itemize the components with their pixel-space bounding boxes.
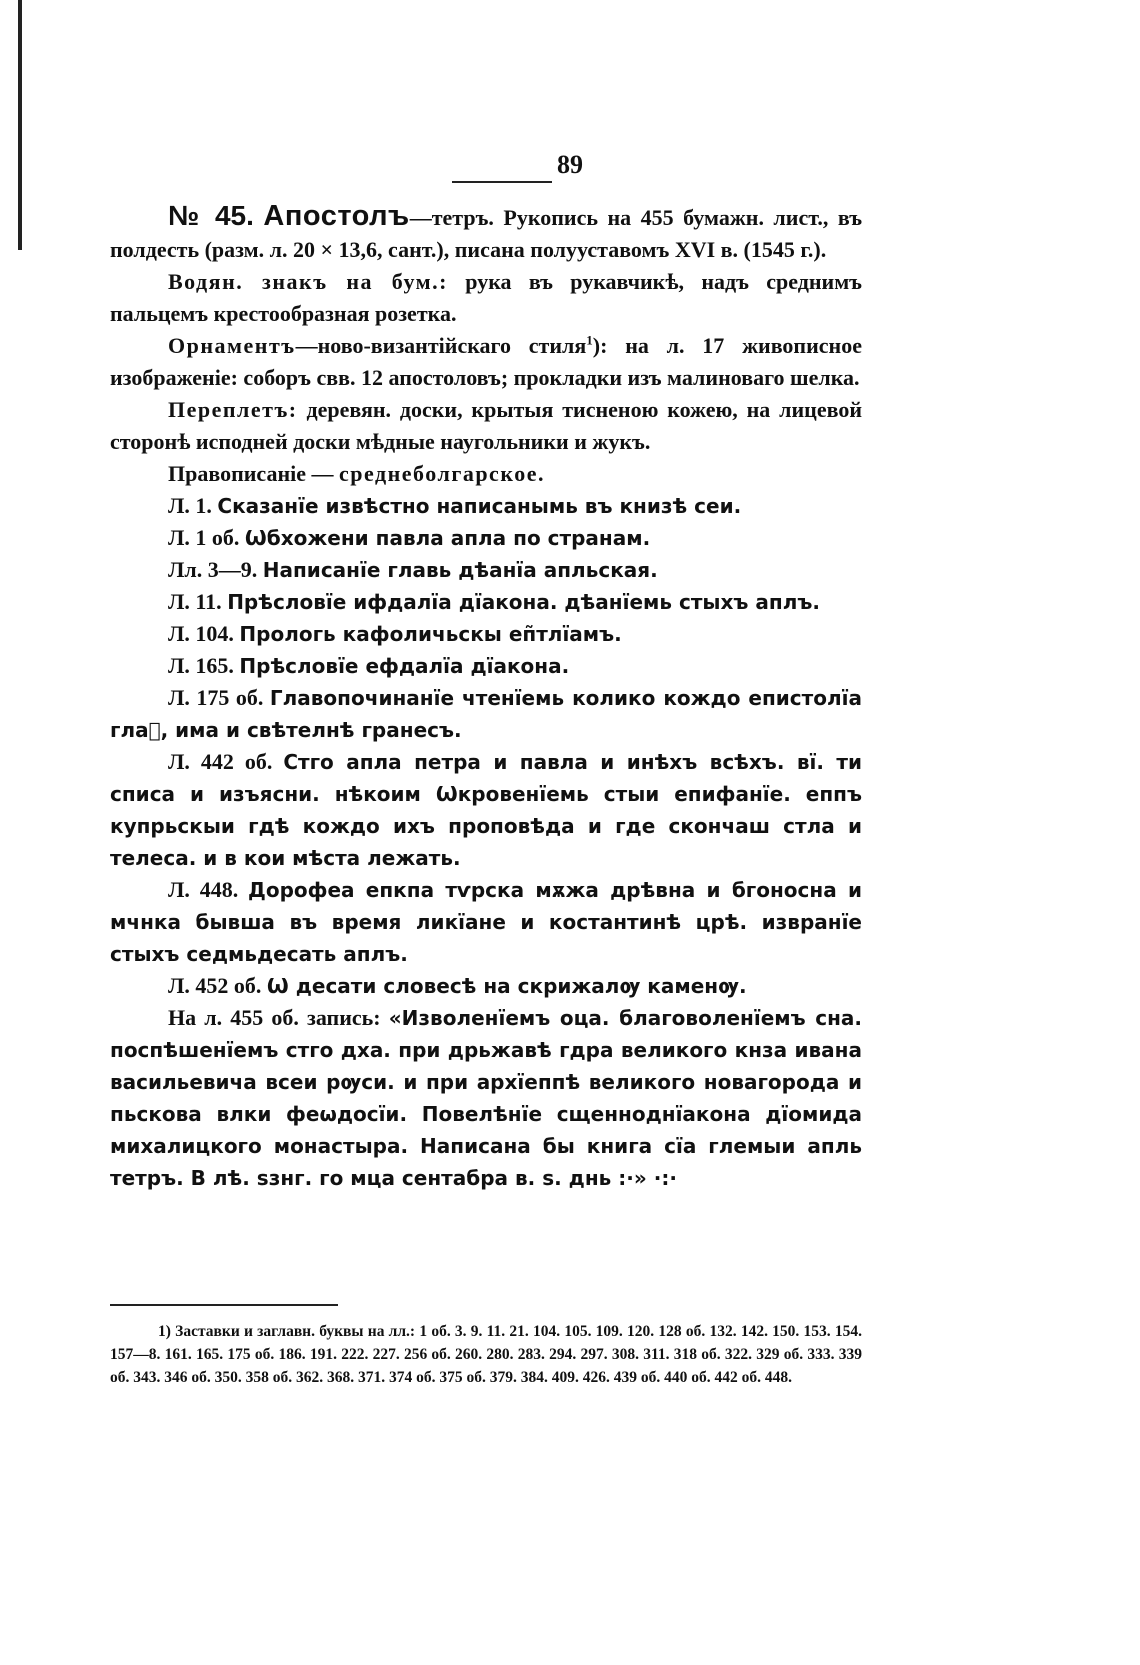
page-edge-line bbox=[18, 0, 22, 250]
main-text bbox=[110, 200, 862, 1194]
leaf-reference: Лл. 3—9. bbox=[168, 557, 258, 582]
footnote bbox=[110, 1320, 862, 1389]
contents-entry bbox=[110, 586, 862, 618]
watermark-text: рука въ рукавчикѣ, надъ среднимъ пальцемъ крестообразная розетка. bbox=[110, 269, 863, 326]
leaf-reference: Л. 175 об. bbox=[168, 685, 264, 710]
leaf-reference: Л. 1. bbox=[168, 493, 212, 518]
leaf-reference: Л. 452 об. bbox=[168, 973, 262, 998]
leaf-reference: Л. 442 об. bbox=[168, 749, 273, 774]
leaf-title: Прѣсловїе ифдалїа дїакона. дѣанїемь стыхъ аплъ. bbox=[227, 590, 820, 614]
contents-entry bbox=[110, 554, 862, 586]
watermark-label: Водян. знакъ на бум.: bbox=[168, 269, 448, 294]
footnote-reference: 1 bbox=[586, 332, 593, 348]
orthography-paragraph bbox=[110, 458, 862, 490]
leaf-title: Ѡ десати словесѣ на скрижалѹ каменѹ. bbox=[266, 974, 747, 998]
leaf-reference: Л. 448. bbox=[168, 877, 239, 902]
ornament-text-before: —ново-византiйскаго стиля bbox=[295, 333, 587, 358]
contents-entry bbox=[110, 874, 862, 970]
contents-entry bbox=[110, 522, 862, 554]
page-number-rule bbox=[452, 181, 552, 183]
leaf-reference: Л. 104. bbox=[168, 621, 234, 646]
ornament-text-after: ): на л. 17 живописное изображенiе: соборъ свв. 12 апостоловъ; прокладки изъ малиноваго шелка. bbox=[110, 333, 862, 390]
leaf-reference: Л. 1 об. bbox=[168, 525, 240, 550]
contents-entry bbox=[110, 490, 862, 522]
inscription-text: «Изволенїемъ оца. благоволенїемъ сна. поспѣшенїемъ стго дха. при дрьжавѣ гдра великого кнза ивана васильевича всеи рѹси. и при архїеппѣ великого новагорода и пьскова влки феѡдосїи. Повелѣнїе сщенноднїакона дїомида михалицкого монастыра. Написана бы книга сїа глемыи апль тетръ. В лѣ. ѕзнг. го мца сентабра в. ѕ. днь :·» ·:· bbox=[110, 1006, 863, 1190]
binding-paragraph bbox=[110, 394, 862, 458]
footnote-label: Заставки и заглавн. буквы на лл.: bbox=[175, 1323, 416, 1340]
watermark-paragraph bbox=[110, 266, 862, 330]
leaf-title: Ѡбхожени павла апла по странам. bbox=[244, 526, 651, 550]
leaf-reference: Л. 165. bbox=[168, 653, 234, 678]
leaf-title: Дорофеа епкпа тѵрска мѫжа дрѣвна и бгоносна и мчнка бывша въ время ликїане и костантинѣ црѣ. извранїе стыхъ седмьдесать аплъ. bbox=[110, 878, 862, 966]
leaf-title: Главопочинанїе чтенїемь колико кождо епистолїа глаⷯ, има и свѣтелнѣ гранесъ. bbox=[110, 686, 862, 742]
footnote-marker: 1) bbox=[158, 1323, 171, 1340]
contents-entry bbox=[110, 618, 862, 650]
contents-entry bbox=[110, 746, 862, 874]
contents-entry bbox=[110, 682, 862, 746]
page-number: 89 bbox=[557, 150, 583, 179]
orthography-text: среднеболгарское. bbox=[339, 461, 545, 486]
entry-heading-paragraph bbox=[110, 200, 862, 266]
binding-label: Переплетъ: bbox=[168, 397, 298, 422]
leaf-title: Прѣсловїе ефдалїа дїакона. bbox=[239, 654, 570, 678]
leaf-title: Прологь кафоличьскы еп̃тлїамъ. bbox=[239, 622, 622, 646]
footnote-paragraph bbox=[110, 1320, 862, 1389]
entry-number: № 45. bbox=[168, 200, 254, 231]
entry-title: Апостолъ bbox=[263, 200, 410, 232]
inscription-intro: На л. 455 об. запись: bbox=[168, 1005, 381, 1030]
contents-entry bbox=[110, 970, 862, 1002]
leaf-title: Сказанїе извѣстно написанымь въ книзѣ сеи. bbox=[217, 494, 742, 518]
binding-text: деревян. доски, крытыя тисненою кожею, на лицевой сторонѣ исподней доски мѣдные наугольники и жукъ. bbox=[110, 397, 862, 454]
entry-description: —тетръ. Рукопись на 455 бумажн. лист., въ полдесть (разм. л. 20 × 13,6, сант.), писана полууставомъ XVI в. (1545 г.). bbox=[110, 205, 863, 262]
orthography-label: Правописанiе — bbox=[168, 461, 334, 486]
inscription-paragraph bbox=[110, 1002, 862, 1194]
leaf-reference: Л. 11. bbox=[168, 589, 222, 614]
contents-entry bbox=[110, 650, 862, 682]
footnote-rule bbox=[110, 1304, 338, 1306]
leaf-title: Написанїе главь дѣанїа апльская. bbox=[262, 558, 658, 582]
footnote-text: 1 об. 3. 9. 11. 21. 104. 105. 109. 120. 128 об. 132. 142. 150. 153. 154. 157—8. 161. 165. 175 об. 186. 191. 222. 227. 256 об. 260. 280. 283. 294. 297. 308. 311. 318 об. 322. 329 об. 333. 339 об. 343. 346 об. 350. 358 об. 362. 368. 371. 374 об. 375 об. 379. 384. 409. 426. 439 об. 440 об. 442 об. 448. bbox=[110, 1323, 863, 1386]
ornament-label: Орнаментъ bbox=[168, 333, 296, 358]
leaf-title: Стго апла петра и павла и инѣхъ всѣхъ. вї. ти списа и изъясни. нѣкоим Ѡкровенїемь стыи епифанїе. еппъ купрьскыи гдѣ кождо ихъ проповѣда и где скончаш стла и телеса. и в кои мѣста лежать. bbox=[110, 750, 862, 870]
ornament-paragraph bbox=[110, 330, 862, 394]
